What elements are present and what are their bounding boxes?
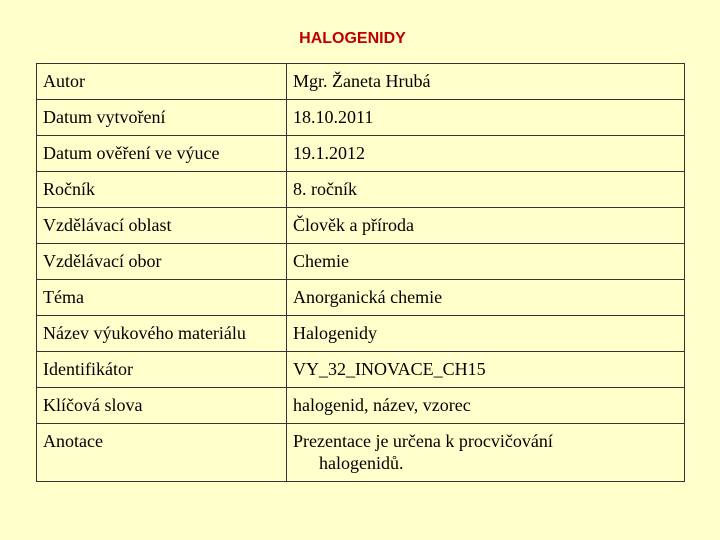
row-value-verified: 19.1.2012 [287, 136, 685, 172]
row-value-keywords: halogenid, název, vzorec [287, 388, 685, 424]
table-row [37, 136, 685, 172]
table-row [37, 352, 685, 388]
row-label-keywords: Klíčová slova [37, 388, 287, 424]
table-row [37, 64, 685, 100]
row-label-annotation: Anotace [37, 424, 287, 482]
row-label-material-name: Název výukového materiálu [37, 316, 287, 352]
row-value-material-name: Halogenidy [287, 316, 685, 352]
row-label-verified: Datum ověření ve výuce [37, 136, 287, 172]
row-label-author: Autor [37, 64, 287, 100]
row-label-area: Vzdělávací oblast [37, 208, 287, 244]
row-value-subject: Chemie [287, 244, 685, 280]
row-label-created: Datum vytvoření [37, 100, 287, 136]
row-value-identifier: VY_32_INOVACE_CH15 [287, 352, 685, 388]
row-value-area: Člověk a příroda [287, 208, 685, 244]
metadata-table [36, 63, 685, 482]
row-label-grade: Ročník [37, 172, 287, 208]
table-row [37, 100, 685, 136]
annotation-line-2: halogenidů. [319, 453, 404, 473]
table-row [37, 172, 685, 208]
row-label-identifier: Identifikátor [37, 352, 287, 388]
annotation-line-1: Prezentace je určena k procvičování [293, 431, 553, 451]
row-label-subject: Vzdělávací obor [37, 244, 287, 280]
table-row [37, 424, 685, 482]
table-row [37, 280, 685, 316]
row-value-created: 18.10.2011 [287, 100, 685, 136]
page-title: HALOGENIDY [299, 30, 406, 47]
row-value-annotation [287, 424, 685, 482]
row-value-author: Mgr. Žaneta Hrubá [287, 64, 685, 100]
table-row [37, 244, 685, 280]
row-value-topic: Anorganická chemie [287, 280, 685, 316]
row-label-topic: Téma [37, 280, 287, 316]
row-value-grade: 8. ročník [287, 172, 685, 208]
table-row [37, 208, 685, 244]
table-row [37, 316, 685, 352]
table-row [37, 388, 685, 424]
